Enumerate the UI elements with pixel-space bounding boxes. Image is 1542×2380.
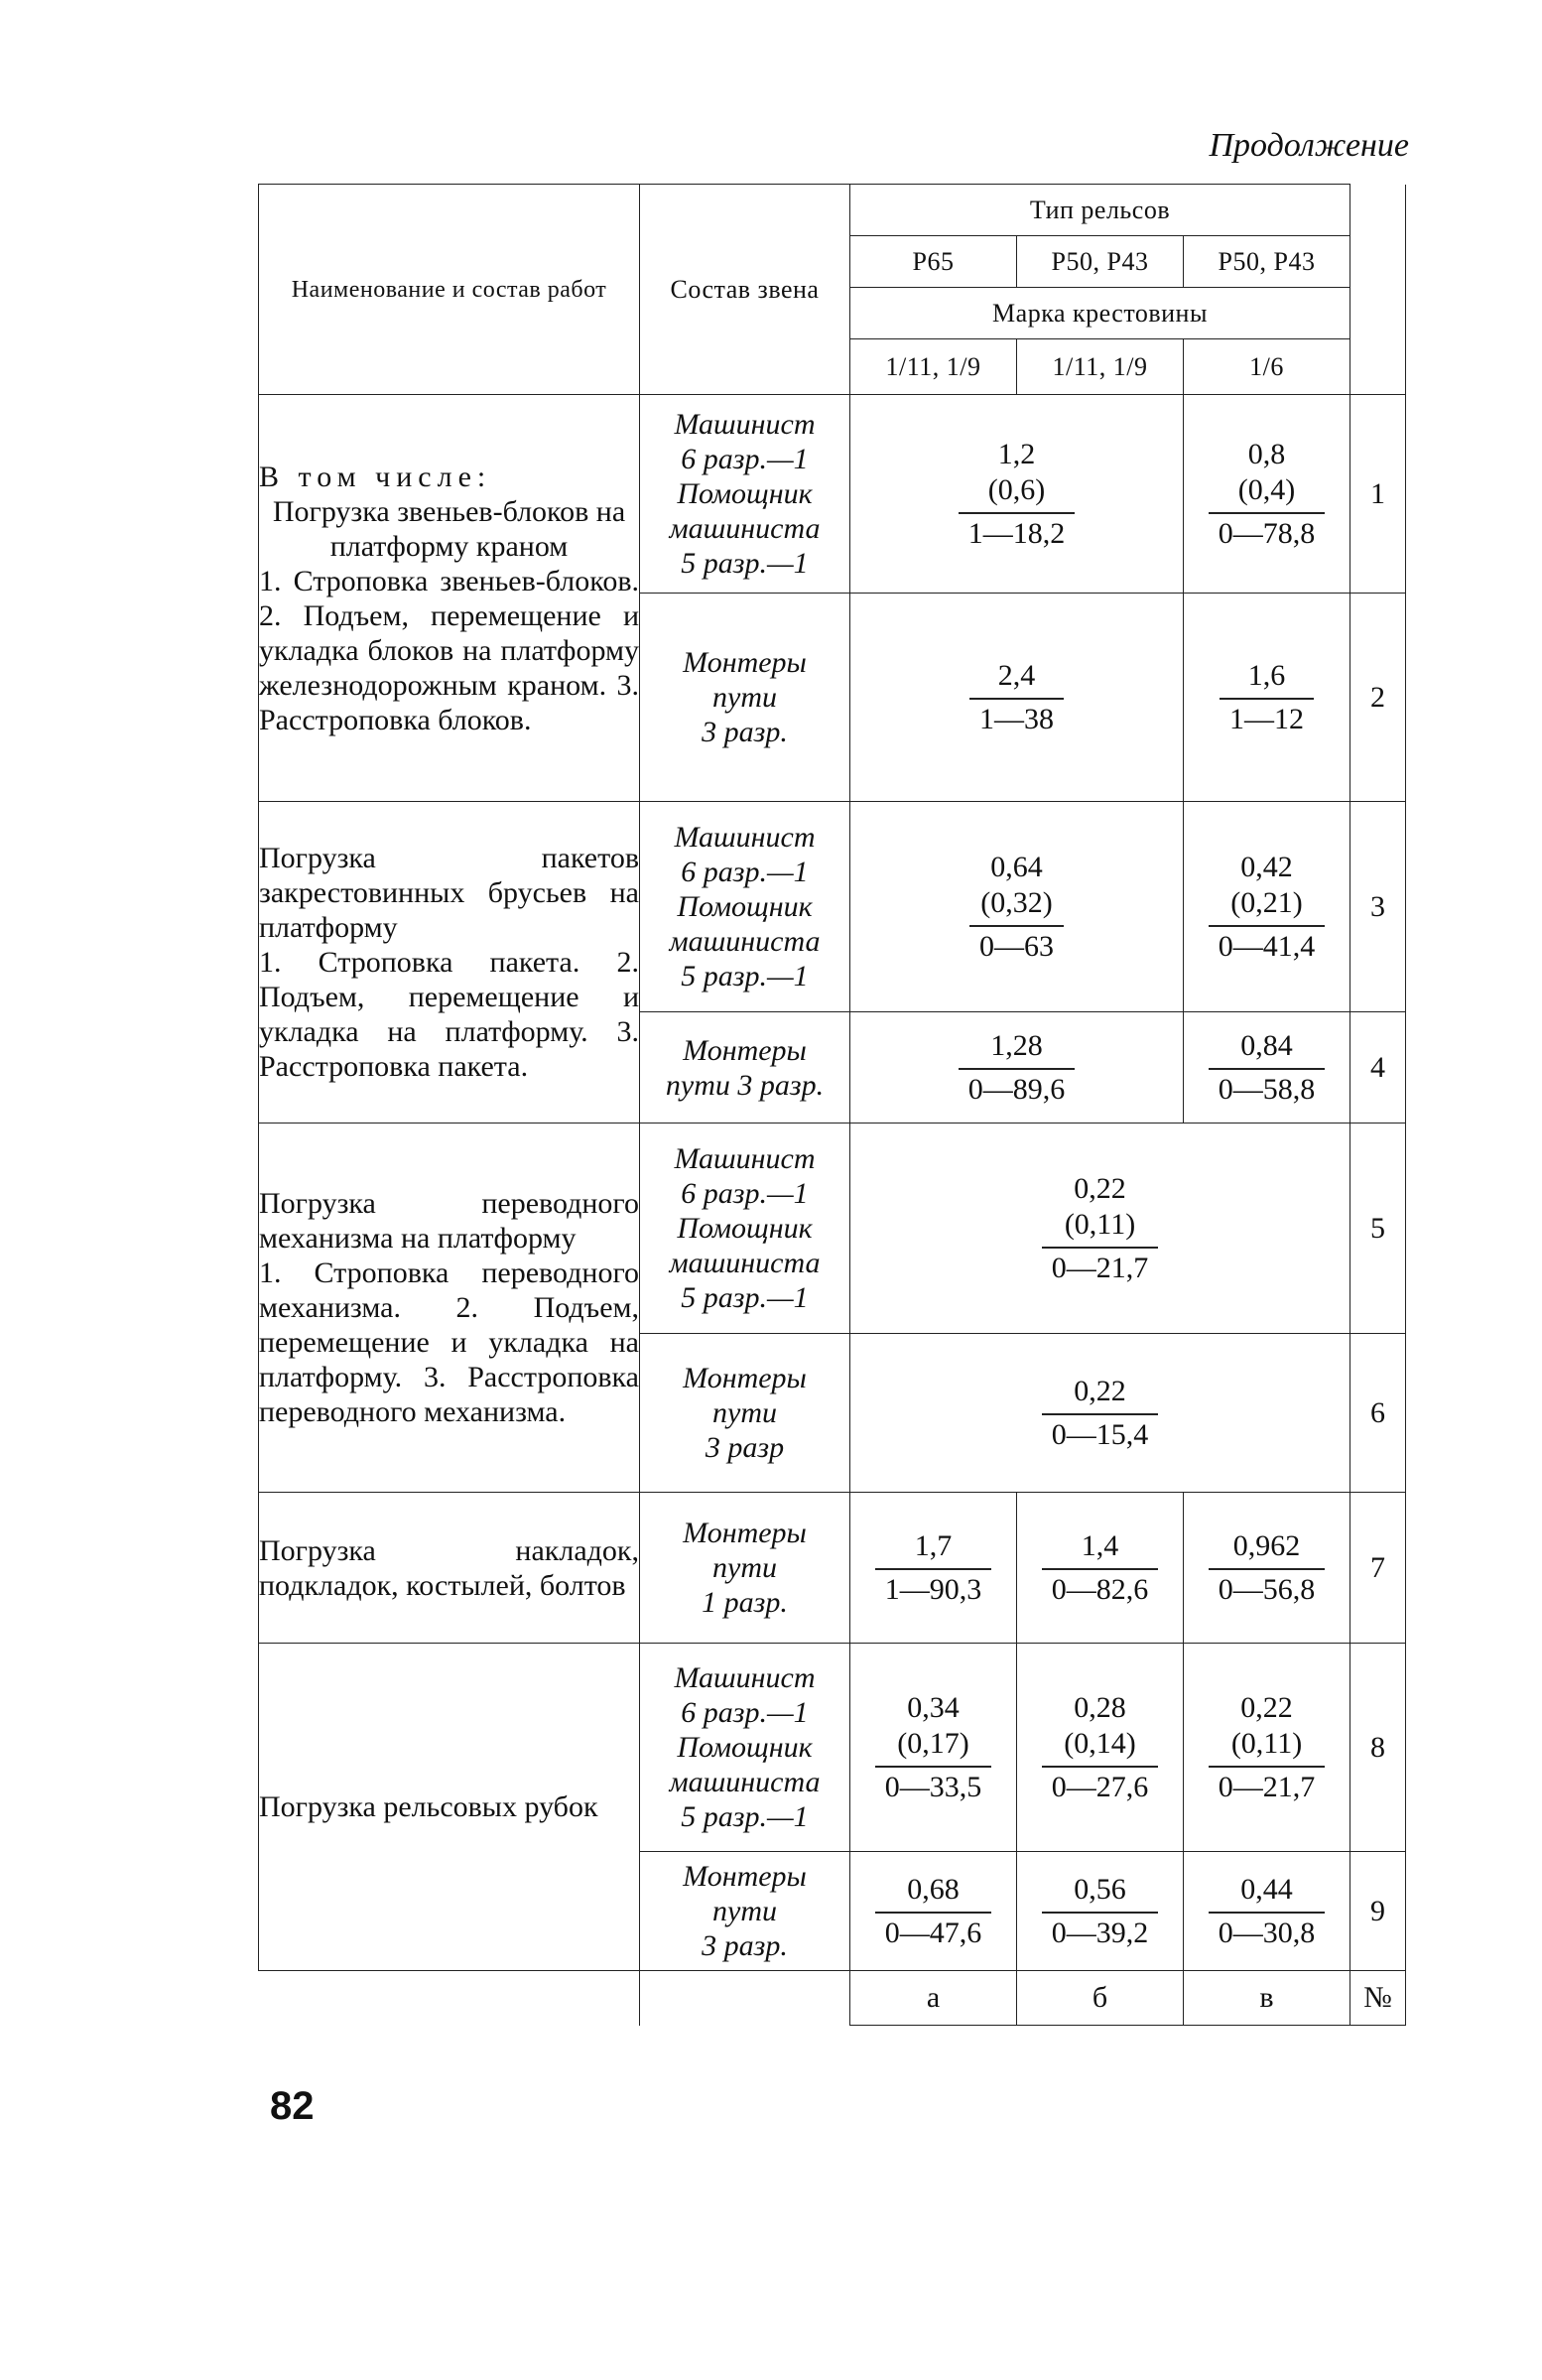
row-number: 7	[1350, 1493, 1406, 1644]
work-title: Погрузка пакетов закрестовинных брусьев на платформу	[259, 842, 639, 944]
norm-cell-ab: 1,2 (0,6) 1—18,2	[850, 395, 1184, 594]
norm-cell-c: 0,22 (0,11) 0—21,7	[1184, 1644, 1350, 1852]
crew-cell: Машинист 6 разр.—1 Помощник машиниста 5 разр.—1	[640, 1124, 850, 1334]
crew-cell: Монтеры пути 1 разр.	[640, 1493, 850, 1644]
norm-cell-ab: $\frac{2,4}{1—38}$	[850, 594, 1184, 802]
header-crew: Состав звена	[640, 185, 850, 395]
work-steps: 1. Строповка переводного механизма. 2. Подъем, перемещение и укладка на платформу. 3. Расстроповка переводного механизма.	[259, 1256, 639, 1428]
work-description	[259, 1124, 640, 1493]
table-row	[259, 1644, 1406, 1852]
norm-cell-ab: $\frac{1,28}{0—89,6}$	[850, 1012, 1184, 1124]
norm-cell-b: $\frac{1,4}{0—82,6}$	[1017, 1493, 1184, 1644]
header-rail-type: Тип рельсов	[850, 185, 1350, 236]
norm-cell-c: 0,42 (0,21) 0—41,4	[1184, 802, 1350, 1012]
work-description	[259, 395, 640, 802]
row-number: 3	[1350, 802, 1406, 1012]
work-title: Погрузка переводного механизма на платформу	[259, 1187, 639, 1255]
row-number: 8	[1350, 1644, 1406, 1852]
work-description	[259, 1493, 640, 1644]
norm-cell-ab: 0,64 (0,32) 0—63	[850, 802, 1184, 1012]
header-frog-a: 1/11, 1/9	[850, 339, 1017, 395]
norm-cell-b: $\frac{0,56}{0—39,2}$	[1017, 1852, 1184, 1971]
column-letter-b: б	[1017, 1971, 1184, 2026]
norm-cell-abc: 0,22 (0,11) 0—21,7	[850, 1124, 1350, 1334]
row-number: 5	[1350, 1124, 1406, 1334]
footer-blank	[640, 1971, 850, 2026]
row-number: 6	[1350, 1334, 1406, 1493]
header-rail-b: Р50, Р43	[1017, 236, 1184, 288]
header-frog-c: 1/6	[1184, 339, 1350, 395]
footer-blank	[259, 1971, 640, 2026]
norms-table	[258, 184, 1406, 2026]
norm-cell-a: 0,34 (0,17) 0—33,5	[850, 1644, 1017, 1852]
work-title: Погрузка накладок, подкладок, костылей, болтов	[259, 1533, 639, 1602]
norm-cell-c: $\frac{1,6}{1—12}$	[1184, 594, 1350, 802]
norm-cell-a: $\frac{1,7}{1—90,3}$	[850, 1493, 1017, 1644]
work-intro: В том числе:	[259, 460, 492, 493]
header-frog-grade: Марка крестовины	[850, 288, 1350, 339]
header-rail-c: Р50, Р43	[1184, 236, 1350, 288]
crew-cell: Машинист 6 разр.—1 Помощник машиниста 5 разр.—1	[640, 802, 850, 1012]
norm-cell-b: 0,28 (0,14) 0—27,6	[1017, 1644, 1184, 1852]
crew-cell: Машинист 6 разр.—1 Помощник машиниста 5 разр.—1	[640, 395, 850, 594]
table-row	[259, 395, 1406, 594]
table-row	[259, 1493, 1406, 1644]
column-letter-c: в	[1184, 1971, 1350, 2026]
work-steps: 1. Строповка звеньев-блоков. 2. Подъем, перемещение и укладка блоков на платформу железнодорожным краном. 3. Расстроповка блоков.	[259, 564, 639, 736]
column-letters-row	[259, 1971, 1406, 2026]
norm-cell-c: $\frac{0,962}{0—56,8}$	[1184, 1493, 1350, 1644]
work-description	[259, 1644, 640, 1971]
header-rail-a: Р65	[850, 236, 1017, 288]
header-number-blank	[1350, 185, 1406, 395]
norm-cell-a: $\frac{0,68}{0—47,6}$	[850, 1852, 1017, 1971]
norm-cell-abc: $\frac{0,22}{0—15,4}$	[850, 1334, 1350, 1493]
page-number: 82	[270, 2084, 315, 2128]
table-row	[259, 802, 1406, 1012]
norm-cell-c: $\frac{0,84}{0—58,8}$	[1184, 1012, 1350, 1124]
crew-cell: Машинист 6 разр.—1 Помощник машиниста 5 разр.—1	[640, 1644, 850, 1852]
column-number-sign: №	[1350, 1971, 1406, 2026]
work-description	[259, 802, 640, 1124]
norm-cell-c: 0,8 (0,4) 0—78,8	[1184, 395, 1350, 594]
header-work-name: Наименование и состав работ	[259, 185, 640, 395]
work-title: Погрузка рельсовых рубок	[259, 1790, 598, 1823]
row-number: 4	[1350, 1012, 1406, 1124]
crew-cell: Монтеры пути 3 разр.	[640, 594, 850, 802]
row-number: 9	[1350, 1852, 1406, 1971]
row-number: 1	[1350, 395, 1406, 594]
row-number: 2	[1350, 594, 1406, 802]
header-frog-b: 1/11, 1/9	[1017, 339, 1184, 395]
work-title: Погрузка звеньев-блоков на платформу краном	[272, 494, 626, 563]
page-header: Продолжение	[1209, 127, 1409, 164]
column-letter-a: а	[850, 1971, 1017, 2026]
crew-cell: Монтеры пути 3 разр.	[640, 1852, 850, 1971]
crew-cell: Монтеры пути 3 разр	[640, 1334, 850, 1493]
crew-cell: Монтеры пути 3 разр.	[640, 1012, 850, 1124]
table-row	[259, 1124, 1406, 1334]
work-steps: 1. Строповка пакета. 2. Подъем, перемещение и укладка на платформу. 3. Расстроповка пакета.	[259, 946, 639, 1083]
norm-cell-c: $\frac{0,44}{0—30,8}$	[1184, 1852, 1350, 1971]
